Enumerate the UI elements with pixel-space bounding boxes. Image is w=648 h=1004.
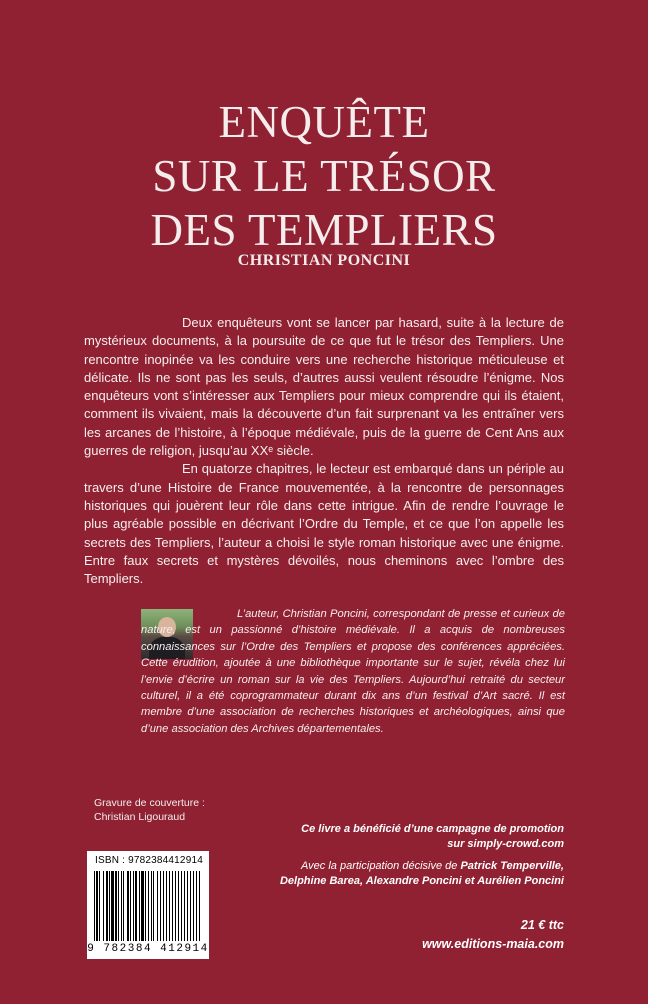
author-bio-text: L’auteur, Christian Poncini, correspondant de presse et curieux de nature, est un passionné d’histoire médiévale. Il a acquis de nombreuses connaissances sur l’Ordre des Templiers et propose des conférences appréciées. Cette érudition, ajoutée à une bibliothèque importante sur le sujet, révéla chez lui l’envie d’écrire un roman sur la vie des Templiers. Aujourd’hui retraité du secteur culturel, il a été coprogrammateur durant dix ans d’un festival d’Art sacré. Il est membre d’une association de recherches historiques et archéologiques, ainsi que d’une association des Archives départementales. — [141, 608, 565, 735]
barcode-bar — [201, 871, 202, 941]
barcode-icon — [94, 871, 204, 941]
promo-line-1: Ce livre a bénéficié d’une campagne de promotion — [301, 823, 564, 835]
blurb-paragraph-1: Deux enquêteurs vont se lancer par hasard, suite à la lecture de mystérieux documents, à la poursuite de ce que fut le trésor des Templiers. Une rencontre inopinée va les conduire vers une recherche historique méticuleuse et délicate. Ils ne sont pas les seuls, d’autres aussi veulent résoudre l’énigme. Nos enquêteurs vont s’intéresser aux Templiers pour mieux comprendre qui ils étaient, comment ils vivaient, mais la découverte d’un fait surprenant va les entraîner vers les arcanes de l’histoire, à l’époque médiévale, puis de la guerre de Cent Ans aux guerres de religion, jusqu’au XXᵉ siècle. — [84, 315, 564, 459]
promo-participation-prefix: Avec la participation décisive de — [301, 860, 458, 872]
cover-credit-label: Gravure de couverture : — [94, 797, 205, 809]
cover-credit — [94, 796, 205, 824]
promo-participation-names-2: Delphine Barea, Alexandre Poncini et Aurélien Poncini — [279, 875, 564, 887]
isbn-digits: 9 782384 412914 — [87, 943, 209, 955]
price: 21 € ttc — [520, 918, 564, 932]
publisher-website[interactable]: www.editions-maia.com — [422, 937, 564, 951]
author-bio — [141, 606, 565, 737]
isbn-label: ISBN : 9782384412914 — [95, 855, 203, 866]
cover-credit-name: Christian Ligouraud — [94, 811, 186, 823]
author-name: CHRISTIAN PONCINI — [237, 252, 411, 269]
isbn-barcode-box — [87, 851, 209, 959]
blurb-paragraph-2: En quatorze chapitres, le lecteur est embarqué dans un périple au travers d’une Histoire de France mouvementée, à la rencontre de personnages historiques qui jouèrent leur rôle dans cette intrigue. Afin de rendre l’ouvrage le plus agréable possible en décrivant l’Ordre du Temple, et ce que l’on appelle les secrets des Templiers, l’auteur a choisi le style roman historique avec une énigme. Entre faux secrets et mystères dévoilés, nous cheminons avec l’ombre des Templiers. — [84, 461, 564, 587]
back-cover-blurb — [84, 314, 564, 588]
title-line-3: DES TEMPLIERS — [150, 205, 498, 255]
promotion-note — [264, 822, 564, 896]
title-line-2: SUR LE TRÉSOR — [152, 151, 496, 201]
promo-participation-names-1: Patrick Temperville, — [460, 860, 564, 872]
promo-line-2: sur simply-crowd.com — [447, 838, 564, 850]
title-line-1: ENQUÊTE — [218, 97, 430, 147]
book-title — [0, 95, 648, 257]
